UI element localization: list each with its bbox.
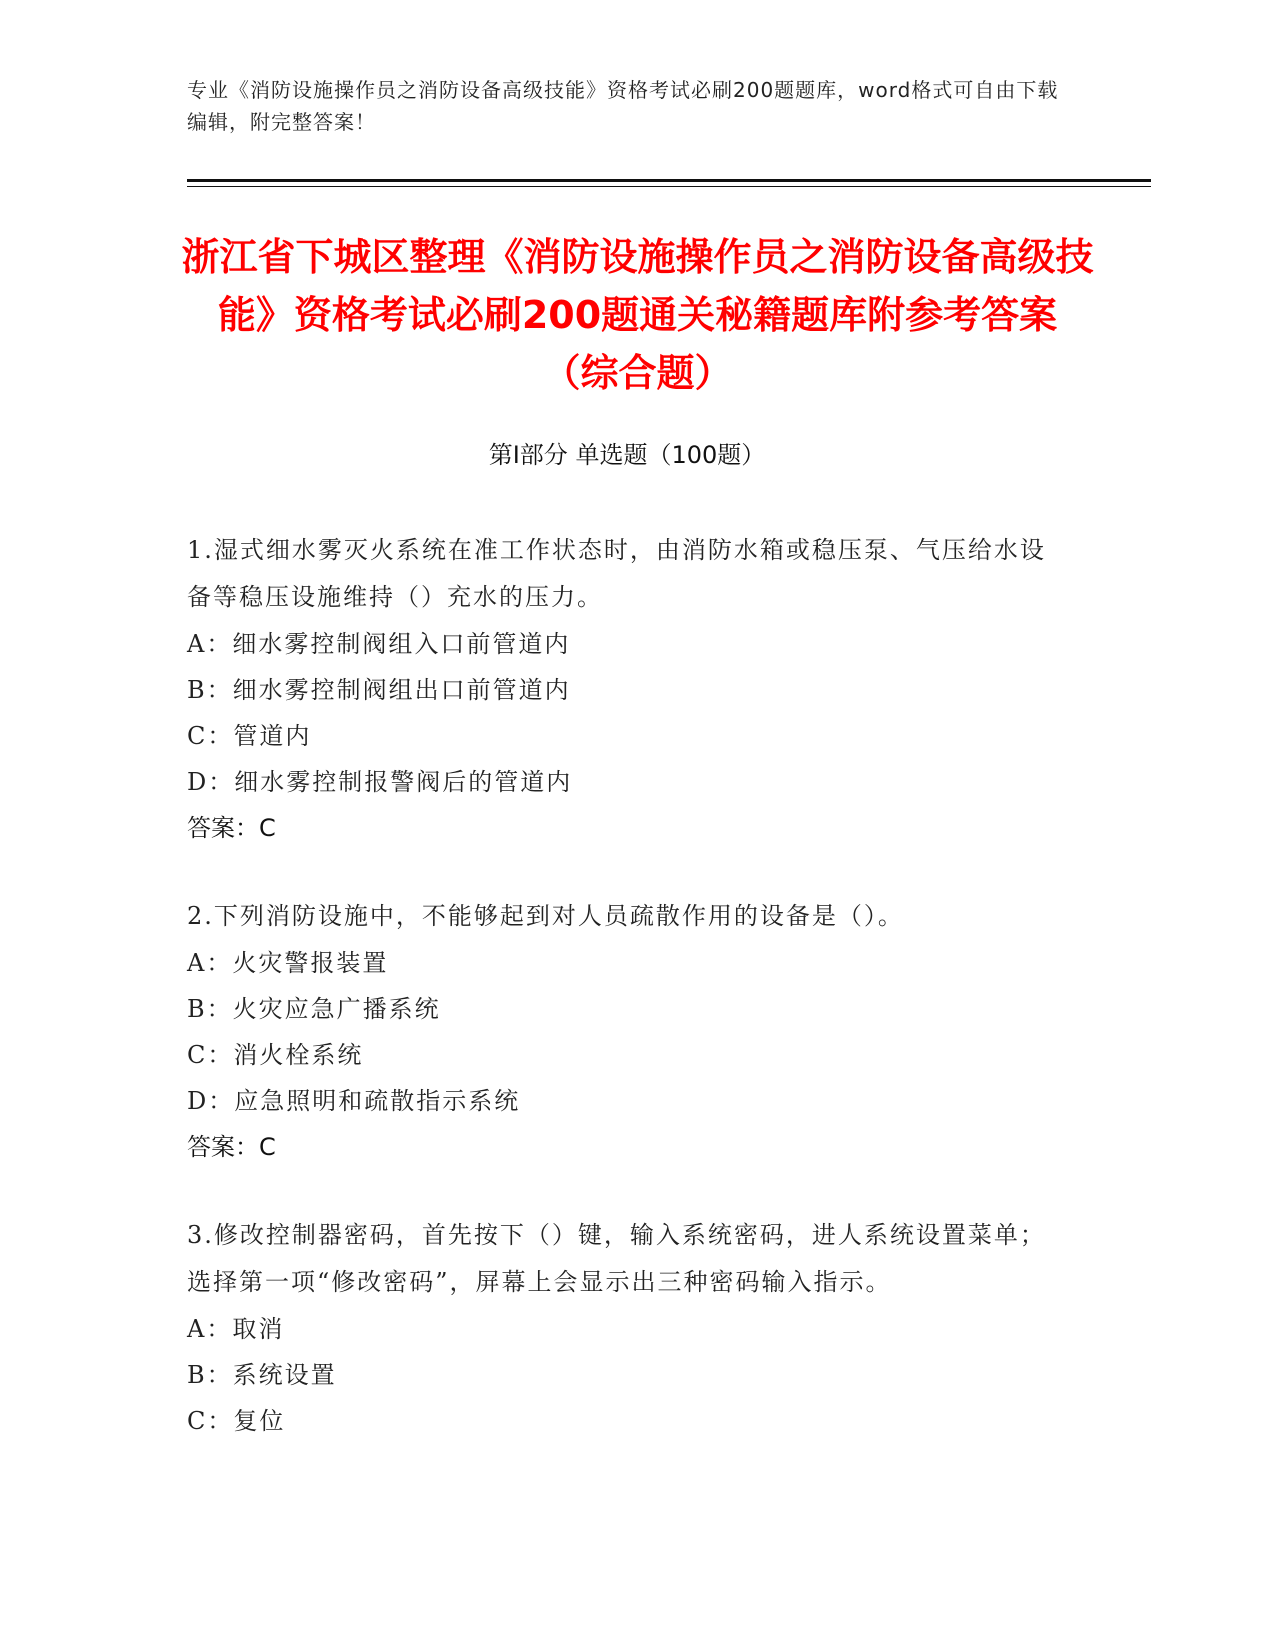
- question-item: [187, 893, 1067, 1170]
- question-text: 3.修改控制器密码，首先按下（）键，输入系统密码，进人系统设置菜单；选择第一项“修改密码”，屏幕上会显示出三种密码输入指示。: [187, 1221, 1046, 1296]
- question-option: C：消火栓系统: [187, 1041, 364, 1069]
- question-item: [187, 527, 1067, 851]
- header-note: 专业《消防设施操作员之消防设备高级技能》资格考试必刷200题题库，word格式可自由下载编辑，附完整答案！: [187, 78, 1059, 134]
- section-title: 第Ⅰ部分 单选题（100题）: [488, 441, 766, 469]
- question-text: 2.下列消防设施中，不能够起到对人员疏散作用的设备是（）。: [187, 902, 904, 930]
- question-option: C：管道内: [187, 722, 312, 750]
- question-answer: 答案：C: [187, 814, 276, 842]
- question-option: A：取消: [187, 1315, 285, 1343]
- question-option: B：系统设置: [187, 1361, 337, 1389]
- question-list: [187, 527, 1067, 1486]
- question-option: D：应急照明和疏散指示系统: [187, 1087, 521, 1115]
- question-option: B：火灾应急广播系统: [187, 995, 441, 1023]
- header-divider-thick: [187, 179, 1151, 182]
- document-title: 浙江省下城区整理《消防设施操作员之消防设备高级技能》资格考试必刷200题通关秘籍题库附参考答案（综合题）: [181, 235, 1094, 395]
- question-option: A：火灾警报装置: [187, 949, 389, 977]
- header-divider-thin: [187, 186, 1151, 187]
- question-option: D：细水雾控制报警阀后的管道内: [187, 768, 573, 796]
- question-option: B：细水雾控制阀组出口前管道内: [187, 676, 571, 704]
- question-option: A：细水雾控制阀组入口前管道内: [187, 630, 571, 658]
- question-option: C：复位: [187, 1407, 286, 1435]
- question-text: 1.湿式细水雾灭火系统在准工作状态时，由消防水箱或稳压泵、气压给水设备等稳压设施维持（）充水的压力。: [187, 536, 1046, 611]
- question-answer: 答案：C: [187, 1133, 276, 1161]
- question-item: [187, 1212, 1067, 1444]
